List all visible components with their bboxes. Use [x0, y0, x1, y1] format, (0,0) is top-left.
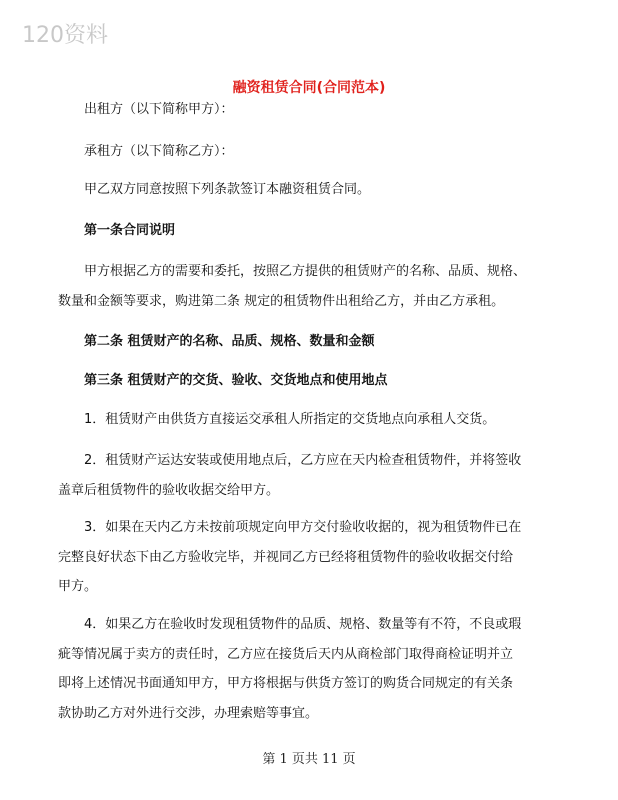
lessor-text: 出租方（以下简称甲方）： — [84, 102, 234, 117]
item-4-line-1: 4．如果乙方在验收时发现租赁物件的品质、规格、数量等有不符，不良或瑕 — [84, 617, 522, 632]
item-4-paragraph — [58, 610, 578, 728]
lessor-line — [84, 95, 564, 125]
intro-paragraph — [84, 175, 564, 205]
item-3-paragraph — [58, 513, 578, 602]
article-3-heading — [84, 366, 564, 396]
article-1-heading-text: 第一条合同说明 — [84, 223, 176, 238]
item-4-line-3: 即将上述情况书面通知甲方，甲方将根据与供货方签订的购货合同规定的有关条 — [58, 676, 514, 691]
intro-text: 甲乙双方同意按照下列条款签订本融资租赁合同。 — [84, 182, 371, 197]
article-3-heading-text: 第三条 租赁财产的交货、验收、交货地点和使用地点 — [84, 373, 388, 388]
item-1-paragraph — [58, 405, 578, 435]
lessee-line — [84, 137, 564, 167]
article-2-heading — [84, 327, 564, 357]
watermark-logo: 120资料 — [22, 23, 108, 48]
item-3-line-2: 完整良好状态下由乙方验收完毕，并视同乙方已经将租赁物件的验收收据交付给 — [58, 549, 514, 565]
page-number: 第 1 页共 11 页 — [262, 752, 356, 767]
item-1-line-1: 1．租赁财产由供货方直接运交承租人所指定的交货地点向承租人交货。 — [84, 412, 496, 427]
item-2-line-1: 2．租赁财产运达安装或使用地点后，乙方应在天内检查租赁物件，并将签收 — [84, 453, 522, 468]
document-title: 融资租赁合同(合同范本) — [232, 80, 386, 96]
item-3-line-1: 3．如果在天内乙方未按前项规定向甲方交付验收收据的，视为租赁物件已在 — [84, 520, 522, 535]
article-1-line-1: 甲方根据乙方的需要和委托，按照乙方提供的租赁财产的名称、品质、规格、 — [84, 264, 527, 279]
item-4-line-4: 款协助乙方对外进行交涉，办理索赔等事宜。 — [58, 705, 319, 721]
article-1-paragraph — [58, 257, 578, 316]
lessee-text: 承租方（以下简称乙方）： — [84, 144, 234, 159]
item-2-line-2: 盖章后租赁物件的验收收据交给甲方。 — [58, 482, 280, 498]
article-2-heading-text: 第二条 租赁财产的名称、品质、规格、数量和金额 — [84, 334, 375, 349]
item-2-paragraph — [58, 446, 578, 505]
article-1-line-2: 数量和金额等要求，购进第二条 规定的租赁物件出租给乙方，并由乙方承租。 — [58, 293, 505, 309]
item-3-line-3: 甲方。 — [58, 579, 98, 594]
item-4-line-2: 疵等情况属于卖方的责任时，乙方应在接货后天内从商检部门取得商检证明并立 — [58, 646, 514, 662]
article-1-heading — [84, 216, 564, 246]
